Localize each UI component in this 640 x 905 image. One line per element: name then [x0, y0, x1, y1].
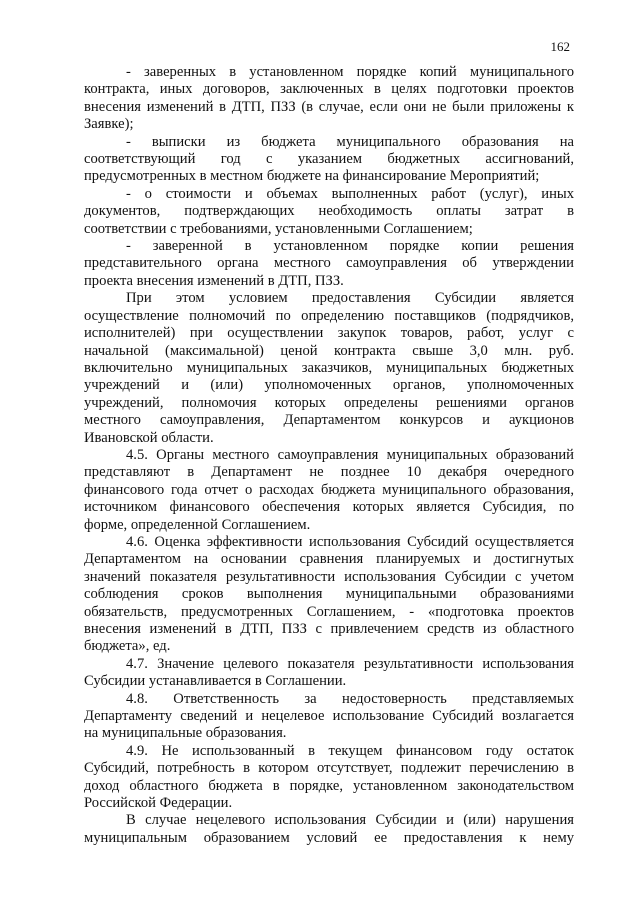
text-line: Ивановской области. — [84, 429, 214, 446]
text-line: В случае нецелевого использования Субсидии и (или) нарушения — [126, 812, 574, 829]
text-line: представительного органа местного самоуправления об утверждении — [84, 255, 574, 272]
text-line: документов, подтверждающих необходимость оплаты затрат в — [84, 203, 574, 220]
paragraph-contract-copies — [84, 64, 574, 134]
text-line: на муниципальные образования. — [84, 725, 287, 742]
paragraph-4-7 — [84, 656, 574, 691]
text-line: муниципальным образованием условий ее предоставления к нему — [84, 829, 574, 846]
text-line: 4.9. Не использованный в текущем финансовом году остаток — [126, 742, 574, 759]
paragraph-misuse — [84, 812, 574, 847]
paragraph-decision-copy — [84, 238, 574, 290]
page-number: 162 — [550, 39, 570, 54]
document-body — [84, 64, 574, 847]
text-line: начальной (максимальной) ценой контракта свыше 3,0 млн. руб. — [84, 342, 574, 359]
text-line: проекта внесения изменений в ДТП, ПЗЗ. — [84, 272, 344, 289]
text-line: - выписки из бюджета муниципального образования на — [126, 133, 574, 150]
text-line: 4.6. Оценка эффективности использования Субсидий осуществляется — [126, 533, 574, 550]
text-line: 4.5. Органы местного самоуправления муниципальных образований — [126, 446, 574, 463]
text-line: - заверенных в установленном порядке копий муниципального — [126, 64, 574, 80]
text-line: доход областного бюджета в порядке, установленном законодательством — [84, 777, 574, 794]
text-line: финансового года отчет о расходах бюджета муниципального образования, — [84, 481, 574, 498]
text-line: включительно муниципальных заказчиков, муниципальных бюджетных — [84, 359, 574, 376]
text-line: бюджета», ед. — [84, 638, 171, 655]
text-line: соответствии с требованиями, установленными Соглашением; — [84, 220, 473, 237]
text-line: Департаменту сведений и нецелевое использование Субсидий возлагается — [84, 708, 574, 725]
text-line: Заявке); — [84, 116, 134, 133]
text-line: местного самоуправления, Департаментом конкурсов и аукционов — [84, 412, 574, 429]
paragraph-budget-extract — [84, 134, 574, 186]
text-line: соблюдения сроков выполнения муниципальными образованиями — [84, 586, 574, 603]
text-line: Субсидий, потребность в котором отсутствует, подлежит перечислению в — [84, 760, 574, 777]
paragraph-subsidy-condition — [84, 290, 574, 447]
text-line: - заверенной в установленном порядке копии решения — [126, 238, 574, 255]
text-line: предусмотренных в местном бюджете на финансирование Мероприятий; — [84, 168, 540, 185]
text-line: 4.7. Значение целевого показателя результативности использования — [126, 655, 574, 672]
text-line: соответствующий год с указанием бюджетных ассигнований, — [84, 151, 574, 168]
text-line: Российской Федерации. — [84, 795, 233, 812]
text-line: учреждений, полномочия которых определены решениями органов — [84, 394, 574, 411]
paragraph-4-8 — [84, 691, 574, 743]
paragraph-work-cost — [84, 186, 574, 238]
paragraph-4-9 — [84, 743, 574, 813]
text-line: 4.8. Ответственность за недостоверность представляемых — [126, 690, 574, 707]
text-line: значений показателя результативности использования Субсидии с учетом — [84, 568, 574, 585]
text-line: форме, определенной Соглашением. — [84, 516, 311, 533]
text-line: внесения изменений в ДТП, ПЗЗ с привлечением средств из областного — [84, 621, 574, 637]
text-line: обязательств, предусмотренных Соглашением, - «подготовка проектов — [84, 603, 574, 620]
text-line: внесения изменений в ДТП, ПЗЗ (в случае, если они не были приложены к — [84, 98, 574, 115]
text-line: источником финансового обеспечения которых является Субсидия, по — [84, 499, 574, 516]
text-line: учреждений и (или) уполномоченных органов, уполномоченных — [84, 377, 574, 394]
text-line: Департаментом на основании сравнения планируемых и достигнутых — [84, 551, 574, 568]
text-line: исполнителей) при осуществлении закупок товаров, работ, услуг с — [84, 325, 574, 342]
text-line: - о стоимости и объемах выполненных работ (услуг), иных — [126, 185, 574, 202]
text-line: осуществление полномочий по определению поставщиков (подрядчиков, — [84, 307, 574, 324]
paragraph-4-5 — [84, 447, 574, 534]
text-line: Субсидии устанавливается в Соглашении. — [84, 673, 347, 690]
text-line: представляют в Департамент не позднее 10 декабря очередного — [84, 464, 574, 481]
text-line: контракта, иных договоров, заключенных в целях подготовки проектов — [84, 81, 574, 98]
paragraph-4-6 — [84, 534, 574, 656]
text-line: При этом условием предоставления Субсидии является — [126, 290, 574, 307]
